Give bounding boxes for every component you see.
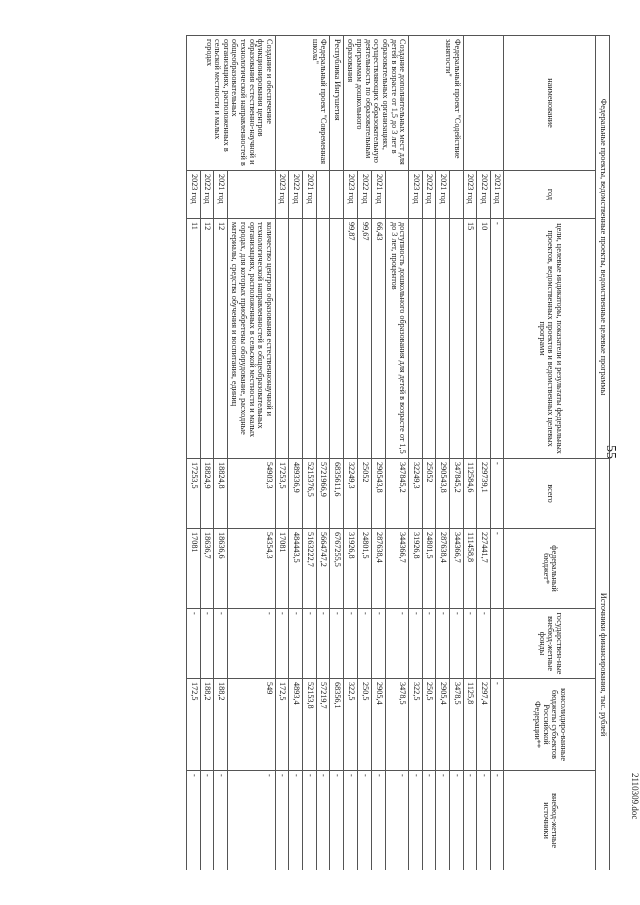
- goal-cell: 15: [463, 219, 477, 459]
- regional-budget-cell: 52153,8: [303, 679, 317, 771]
- federal-budget-cell: 5664747,2: [316, 529, 330, 609]
- table-row: [227, 36, 275, 871]
- state-funds-cell: -: [316, 609, 330, 679]
- federal-budget-cell: 5163222,7: [303, 529, 317, 609]
- extrabudgetary-cell: -: [214, 771, 228, 870]
- state-funds-cell: -: [214, 609, 228, 679]
- total-cell: 18824,8: [214, 459, 228, 529]
- federal-budget-cell: 31926,8: [343, 529, 357, 609]
- goal-cell: [449, 219, 463, 459]
- federal-budget-cell: 24801,5: [357, 529, 371, 609]
- federal-budget-cell: 227441,7: [477, 529, 491, 609]
- federal-budget-cell: 24801,5: [422, 529, 436, 609]
- regional-budget-cell: 322,5: [409, 679, 423, 771]
- table-row: [316, 36, 330, 871]
- table-row: [386, 36, 409, 871]
- total-cell: 290543,8: [372, 459, 386, 529]
- financing-table: [186, 35, 610, 870]
- goal-cell: доступность дошкольного образования для детей в возрасте от 1,5 до 3 лет, процентов: [386, 219, 409, 459]
- extrabudgetary-cell: -: [227, 771, 275, 870]
- goal-cell: [275, 219, 289, 459]
- project-name-cell: Республика Ингушетия: [330, 36, 344, 171]
- extrabudgetary-cell: -: [186, 771, 200, 870]
- regional-budget-cell: 57219,7: [316, 679, 330, 771]
- state-funds-cell: -: [477, 609, 491, 679]
- extrabudgetary-cell: -: [200, 771, 214, 870]
- extrabudgetary-cell: -: [422, 771, 436, 870]
- extrabudgetary-cell: -: [409, 771, 423, 870]
- state-funds-cell: -: [357, 609, 371, 679]
- regional-budget-cell: 2905,4: [436, 679, 450, 771]
- extrabudgetary-cell: -: [303, 771, 317, 870]
- table-row: [449, 36, 463, 871]
- year-cell: 2022 год: [357, 171, 371, 219]
- federal-budget-cell: 344366,7: [386, 529, 409, 609]
- state-funds-cell: -: [409, 609, 423, 679]
- extrabudgetary-cell: -: [490, 771, 504, 870]
- regional-budget-cell: -: [490, 679, 504, 771]
- extrabudgetary-cell: -: [275, 771, 289, 870]
- header-projects: Федеральные проекты, ведомственные проекты, ведомственные целевые программы: [596, 36, 610, 459]
- total-cell: 25052: [422, 459, 436, 529]
- state-funds-cell: -: [275, 609, 289, 679]
- year-cell: 2021 год: [490, 171, 504, 219]
- regional-budget-cell: 68356,1: [330, 679, 344, 771]
- regional-budget-cell: 172,5: [186, 679, 200, 771]
- goal-cell: 66,43: [372, 219, 386, 459]
- column-header-name: наименование: [504, 36, 596, 171]
- year-cell: [386, 171, 409, 219]
- year-cell: 2023 год: [463, 171, 477, 219]
- state-funds-cell: -: [330, 609, 344, 679]
- year-cell: 2021 год: [303, 171, 317, 219]
- year-cell: 2021 год: [372, 171, 386, 219]
- year-cell: [330, 171, 344, 219]
- total-cell: 229739,1: [477, 459, 491, 529]
- federal-budget-cell: 287638,4: [436, 529, 450, 609]
- total-cell: 347845,2: [386, 459, 409, 529]
- regional-budget-cell: 250,5: [422, 679, 436, 771]
- state-funds-cell: -: [372, 609, 386, 679]
- table-row: [490, 36, 504, 871]
- federal-budget-cell: 18636,6: [214, 529, 228, 609]
- regional-budget-cell: 4893,4: [289, 679, 303, 771]
- column-header-state-funds: государствен-ные внебюд-жетные фонды: [504, 609, 596, 679]
- extrabudgetary-cell: -: [343, 771, 357, 870]
- total-cell: 25052: [357, 459, 371, 529]
- total-cell: 17253,5: [186, 459, 200, 529]
- total-cell: 489336,9: [289, 459, 303, 529]
- total-cell: 5721966,9: [316, 459, 330, 529]
- table-body: [186, 36, 503, 871]
- regional-budget-cell: 250,5: [357, 679, 371, 771]
- goal-cell: 12: [200, 219, 214, 459]
- state-funds-cell: -: [449, 609, 463, 679]
- goal-cell: 99,87: [343, 219, 357, 459]
- regional-budget-cell: 1125,8: [463, 679, 477, 771]
- year-cell: 2022 год: [422, 171, 436, 219]
- year-cell: 2021 год: [436, 171, 450, 219]
- year-cell: 2023 год: [275, 171, 289, 219]
- total-cell: 17253,5: [275, 459, 289, 529]
- goal-cell: [409, 219, 423, 459]
- regional-budget-cell: 188,2: [214, 679, 228, 771]
- column-header-year: год: [504, 171, 596, 219]
- column-header-federal-budget: федеральный бюджет*: [504, 529, 596, 609]
- project-name-cell: Федеральный проект "Содействие занятости": [409, 36, 463, 171]
- column-header-extrabudgetary: внебюд-жетные источники: [504, 771, 596, 870]
- goal-cell: количество центров образования естественнонаучной и технологической направленностей в общеобразовательных организациях, расположенных в сельской местности и малых городах, для которых приобретены оборудование, расходные материалы, средства обучения и воспитания, единиц: [227, 219, 275, 459]
- footer-document-code: 2110309.doc: [630, 773, 640, 820]
- federal-budget-cell: 484443,5: [289, 529, 303, 609]
- goal-cell: 99,67: [357, 219, 371, 459]
- state-funds-cell: [490, 609, 504, 679]
- total-cell: 32249,3: [409, 459, 423, 529]
- project-name-cell: Федеральный проект "Современная школа": [275, 36, 329, 171]
- year-cell: [316, 171, 330, 219]
- total-cell: 18824,9: [200, 459, 214, 529]
- state-funds-cell: -: [422, 609, 436, 679]
- total-cell: 54903,3: [227, 459, 275, 529]
- extrabudgetary-cell: -: [386, 771, 409, 870]
- column-header-goals: цели, целевые индикаторы, показатели и результаты федеральных проектов, ведомственных проектов и ведомственных целевых программ: [504, 219, 596, 459]
- year-cell: 2023 год: [343, 171, 357, 219]
- goal-cell: -: [490, 219, 504, 459]
- extrabudgetary-cell: -: [357, 771, 371, 870]
- goal-cell: [289, 219, 303, 459]
- federal-budget-cell: 111458,8: [463, 529, 477, 609]
- federal-budget-cell: 17081: [275, 529, 289, 609]
- column-header-total: всего: [504, 459, 596, 529]
- total-cell: 347845,2: [449, 459, 463, 529]
- table-rotated-content: [50, 35, 610, 870]
- state-funds-cell: -: [227, 609, 275, 679]
- goal-cell: 10: [477, 219, 491, 459]
- federal-budget-cell: 17081: [186, 529, 200, 609]
- project-name-cell: Создание и обеспечение функционирования центров образования естественно-научной и технологической направленностей в общеобразовательных организациях, расположенных в сельской местности и малых городах: [186, 36, 275, 171]
- total-cell: 5215376,5: [303, 459, 317, 529]
- column-header-regional-budgets: консолидиро-ванные бюджеты субъектов Российской Федерации**: [504, 679, 596, 771]
- total-cell: 32249,3: [343, 459, 357, 529]
- regional-budget-cell: 549: [227, 679, 275, 771]
- goal-cell: [330, 219, 344, 459]
- total-cell: 112584,6: [463, 459, 477, 529]
- federal-budget-cell: 54354,3: [227, 529, 275, 609]
- total-cell: 290543,8: [436, 459, 450, 529]
- table-rotation-frame: [50, 35, 610, 870]
- year-cell: 2021 год: [214, 171, 228, 219]
- regional-budget-cell: 2905,4: [372, 679, 386, 771]
- extrabudgetary-cell: -: [372, 771, 386, 870]
- year-cell: 2023 год: [186, 171, 200, 219]
- state-funds-cell: -: [463, 609, 477, 679]
- federal-budget-cell: 287638,4: [372, 529, 386, 609]
- goal-cell: [316, 219, 330, 459]
- page-number: 55: [603, 445, 618, 459]
- state-funds-cell: -: [303, 609, 317, 679]
- total-cell: 6835611,6: [330, 459, 344, 529]
- regional-budget-cell: 322,5: [343, 679, 357, 771]
- state-funds-cell: -: [200, 609, 214, 679]
- header-financing: Источники финансирования, тыс. рублей: [596, 459, 610, 870]
- regional-budget-cell: 188,2: [200, 679, 214, 771]
- year-cell: 2023 год: [409, 171, 423, 219]
- regional-budget-cell: 3478,5: [386, 679, 409, 771]
- goal-cell: [436, 219, 450, 459]
- extrabudgetary-cell: -: [449, 771, 463, 870]
- state-funds-cell: -: [289, 609, 303, 679]
- year-cell: [227, 171, 275, 219]
- regional-budget-cell: 2297,4: [477, 679, 491, 771]
- project-name-cell: Создание дополнительных мест для детей в возрасте от 1,5 до 3 лет в образовательных организациях, осуществляющих образовательную деятельность по образовательным программам дошкольного образования: [343, 36, 408, 171]
- regional-budget-cell: 3478,5: [449, 679, 463, 771]
- table-row: [330, 36, 344, 871]
- year-cell: [449, 171, 463, 219]
- year-cell: 2022 год: [289, 171, 303, 219]
- federal-budget-cell: 344366,7: [449, 529, 463, 609]
- project-name-cell: [463, 36, 504, 171]
- goal-cell: 11: [186, 219, 200, 459]
- year-cell: 2022 год: [200, 171, 214, 219]
- federal-budget-cell: 6767255,5: [330, 529, 344, 609]
- state-funds-cell: -: [386, 609, 409, 679]
- extrabudgetary-cell: -: [477, 771, 491, 870]
- federal-budget-cell: 18636,7: [200, 529, 214, 609]
- goal-cell: [422, 219, 436, 459]
- federal-budget-cell: -: [490, 529, 504, 609]
- regional-budget-cell: 172,5: [275, 679, 289, 771]
- extrabudgetary-cell: -: [436, 771, 450, 870]
- extrabudgetary-cell: -: [330, 771, 344, 870]
- extrabudgetary-cell: -: [463, 771, 477, 870]
- goal-cell: [303, 219, 317, 459]
- year-cell: 2022 год: [477, 171, 491, 219]
- goal-cell: 12: [214, 219, 228, 459]
- state-funds-cell: -: [186, 609, 200, 679]
- total-cell: -: [490, 459, 504, 529]
- extrabudgetary-cell: -: [316, 771, 330, 870]
- federal-budget-cell: 31926,8: [409, 529, 423, 609]
- state-funds-cell: -: [343, 609, 357, 679]
- extrabudgetary-cell: -: [289, 771, 303, 870]
- state-funds-cell: -: [436, 609, 450, 679]
